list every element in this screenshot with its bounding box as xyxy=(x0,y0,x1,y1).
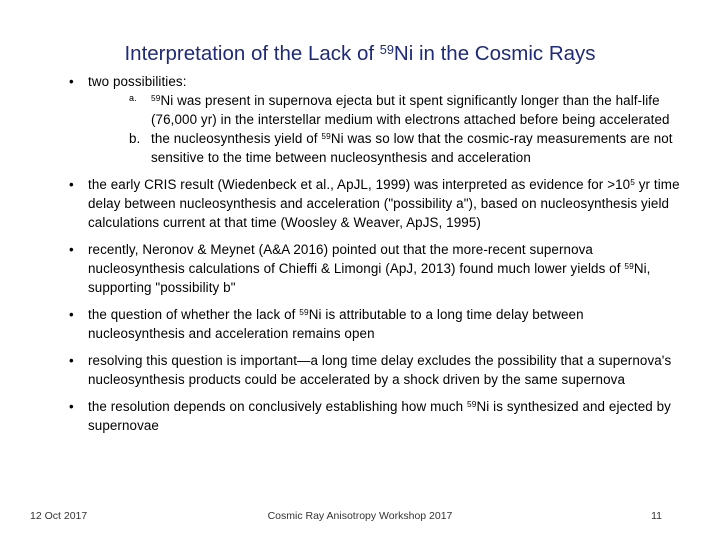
sub-text: the nucleosynthesis yield of xyxy=(151,131,322,146)
bullet-item xyxy=(60,305,680,343)
bullet-text: the resolution depends on conclusively establishing how much xyxy=(88,399,468,414)
title-superscript: 59 xyxy=(379,42,394,58)
bullet-item xyxy=(60,240,680,297)
bullet-superscript: 5 xyxy=(630,177,635,188)
title-text-end: Ni in the Cosmic Rays xyxy=(393,42,596,65)
title-text: Interpretation of the Lack of xyxy=(124,42,380,65)
bullet-text: recently, Neronov & Meynet (A&A 2016) pointed out that the more-recent supernova nucleosynthesis calculations of Chieffi & Limongi (ApJ, 2013) found much lower yields of xyxy=(88,242,625,276)
bullet-text: resolving this question is important—a long time delay excludes the possibility that a supernova's nucleosynthesis products could be accelerated by a shock driven by the same supernova xyxy=(88,353,672,387)
sub-text: Ni was present in supernova ejecta but it spent significantly longer than the half-life (76,000 yr) in the interstellar medium with electrons attached before being accelerated xyxy=(151,93,670,127)
bullet-item xyxy=(60,175,680,232)
bullet-icon: • xyxy=(69,74,74,89)
bullet-item xyxy=(60,397,680,435)
sub-label: b. xyxy=(129,131,141,146)
page-number: 11 xyxy=(651,510,662,522)
bullet-item xyxy=(60,72,680,167)
bullet-superscript: 59 xyxy=(624,261,634,272)
footer-date: 12 Oct 2017 xyxy=(30,510,88,522)
sub-label: a. xyxy=(129,93,137,103)
sub-superscript: 59 xyxy=(321,131,331,142)
bullet-superscript: 59 xyxy=(299,307,309,318)
bullet-icon: • xyxy=(69,399,74,414)
bullet-icon: • xyxy=(69,242,74,257)
slide-title xyxy=(0,40,720,68)
bullet-text-end: Ni is synthesized and ejected by supernovae xyxy=(88,399,671,433)
bullet-icon: • xyxy=(69,307,74,322)
bullet-text: the early CRIS result (Wiedenbeck et al., ApJL, 1999) was interpreted as evidence for >10 xyxy=(88,177,631,192)
sub-item xyxy=(88,91,680,129)
sub-superscript: 59 xyxy=(151,93,161,104)
bullet-text: two possibilities: xyxy=(88,74,187,89)
bullet-list xyxy=(60,72,680,443)
footer-event: Cosmic Ray Anisotropy Workshop 2017 xyxy=(267,510,453,522)
sub-item xyxy=(88,129,680,167)
bullet-superscript: 59 xyxy=(467,399,477,410)
sub-text-end: Ni was so low that the cosmic-ray measurements are not sensitive to the time between nucleosynthesis and acceleration xyxy=(151,131,673,165)
bullet-text-end: yr time delay between nucleosynthesis and acceleration ("possibility a"), based on nucleosynthesis yield calculations current at that time (Woosley & Weaver, ApJS, 1995) xyxy=(88,177,680,230)
bullet-text-end: Ni is attributable to a long time delay between nucleosynthesis and acceleration remains open xyxy=(88,307,584,341)
bullet-text-end: Ni, supporting "possibility b" xyxy=(88,261,651,295)
bullet-item xyxy=(60,351,680,389)
bullet-text: the question of whether the lack of xyxy=(88,307,300,322)
bullet-icon: • xyxy=(69,353,74,368)
bullet-icon: • xyxy=(69,177,74,192)
